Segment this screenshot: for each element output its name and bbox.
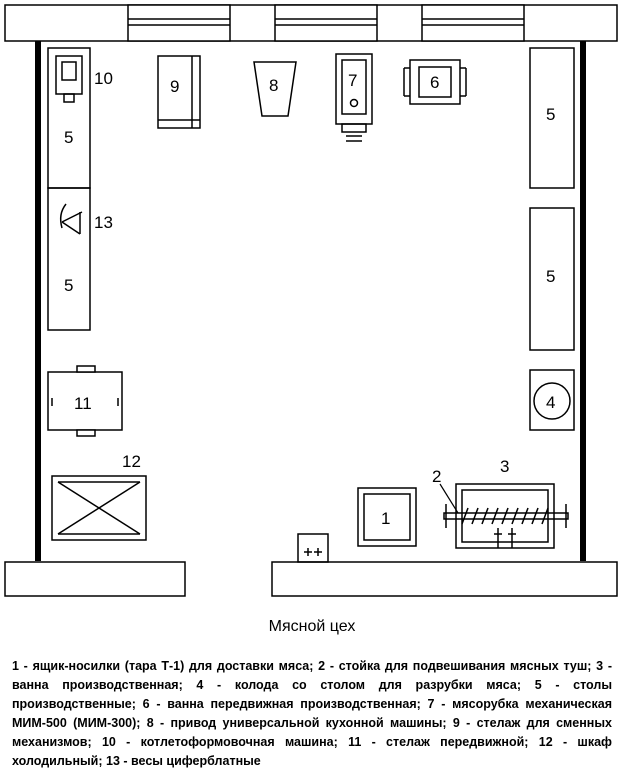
label-3: 3 [500,457,510,476]
window [422,5,524,41]
label-5c: 5 [546,105,556,124]
label-8: 8 [269,76,279,95]
label-12: 12 [122,452,141,471]
bottom-wall-left [5,562,185,596]
label-6: 6 [430,73,440,92]
label-5b: 5 [64,276,74,295]
label-5a: 5 [64,128,74,147]
meat-grinder-7 [336,54,372,141]
label-5d: 5 [546,267,556,286]
legend-text: 1 - ящик-носилки (тара Т-1) для доставки мяса; 2 - стойка для подвешивания мясных туш; 3 - ванна производственная; 4 - колода со столом для разрубки мяса; 5 - столы производственные; 6 - ванна передвижная производственная; 7 - мясорубка механическая МИМ-500 (МИМ-300); 8 - привод универсальной кухонной машины; 9 - стелаж для сменных механизмов; 10 - котлетоформовочная машина; 11 - стелаж передвижной; 12 - шкаф холодильный; 13 - весы циферблатные [12,659,612,768]
label-1: 1 [381,509,391,528]
label-4: 4 [546,393,556,412]
refrigerated-cabinet-12 [52,476,146,540]
dial-scale-13 [61,204,82,234]
window [128,5,230,41]
production-table-5a [48,48,90,188]
label-13: 13 [94,213,113,232]
patty-forming-machine-10 [56,56,82,102]
diagram-caption: Мясной цех [268,618,356,635]
left-wall [35,41,41,561]
bottom-wall-right [272,562,617,596]
label-10: 10 [94,69,113,88]
right-wall [580,41,586,561]
production-table-5b [48,188,90,330]
power-outlet-icon [298,534,328,562]
window [275,5,377,41]
label-11: 11 [74,394,92,413]
label-2: 2 [432,467,442,486]
label-9: 9 [170,77,180,96]
label-7: 7 [348,71,358,90]
